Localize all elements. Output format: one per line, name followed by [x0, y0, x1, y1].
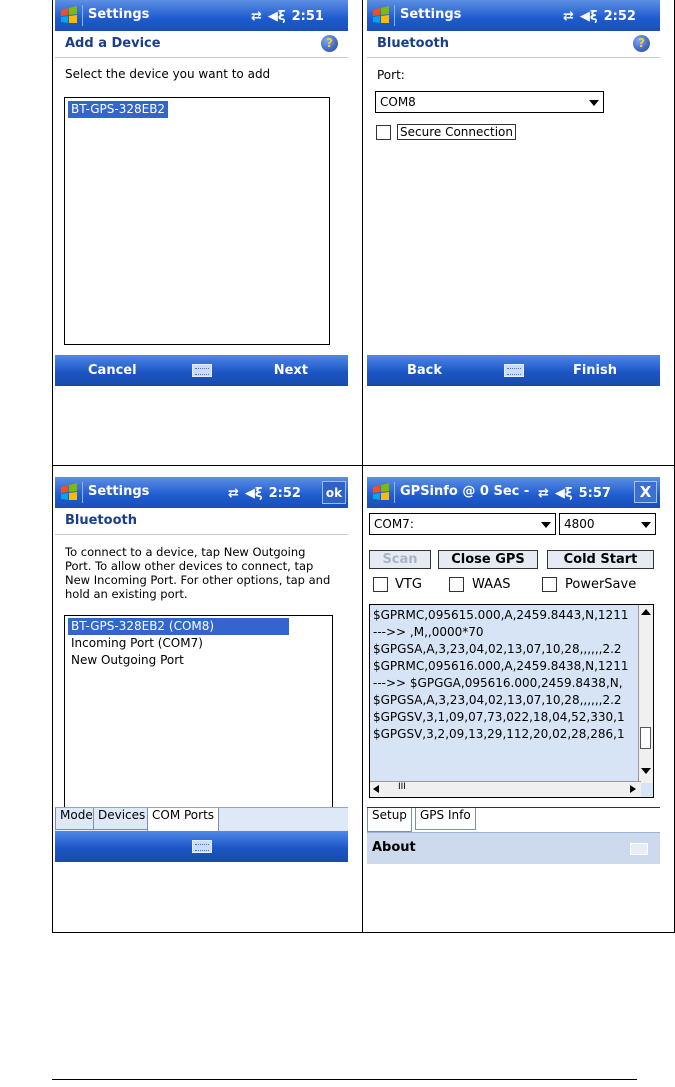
tab-strip	[55, 807, 348, 832]
keyboard-icon[interactable]	[504, 364, 524, 377]
soft-key-bar	[55, 831, 348, 862]
tab-strip	[367, 807, 660, 832]
clock[interactable]: 2:51	[291, 8, 324, 24]
screen-gpsinfo	[367, 477, 660, 864]
scroll-up-icon[interactable]	[641, 609, 651, 615]
soft-key-bar	[367, 355, 660, 386]
tab-gps-info[interactable]: GPS Info	[415, 808, 476, 830]
scroll-down-icon[interactable]	[641, 768, 651, 774]
powersave-checkbox[interactable]	[542, 577, 557, 592]
clock[interactable]: 5:57	[578, 485, 611, 501]
com-port-value: COM7:	[374, 517, 414, 531]
close-icon[interactable]: X	[634, 481, 657, 503]
title-bar	[55, 0, 348, 31]
baud-rate-select[interactable]	[559, 513, 656, 535]
list-item-device[interactable]: BT-GPS-328EB2	[68, 101, 168, 118]
scroll-right-icon[interactable]	[630, 785, 636, 793]
instruction-text: Select the device you want to add	[65, 67, 271, 81]
port-select[interactable]	[375, 91, 604, 113]
port-label: Port:	[377, 68, 405, 82]
back-button[interactable]: Back	[407, 363, 443, 378]
nmea-line: $GPRMC,095616.000,A,2459.8438,N,1211	[373, 659, 629, 673]
status-area[interactable]	[228, 482, 301, 504]
list-item-port[interactable]: BT-GPS-328EB2 (COM8)	[68, 618, 289, 635]
cancel-button[interactable]: Cancel	[88, 363, 137, 378]
title-bar	[367, 477, 660, 508]
com-port-select[interactable]	[369, 513, 556, 535]
description-line: Port. To allow other devices to connect, tap	[65, 559, 314, 573]
about-button[interactable]: About	[372, 840, 416, 855]
grid-middle-divider	[52, 465, 675, 466]
title-text: Settings	[88, 7, 150, 22]
help-icon[interactable]: ?	[321, 35, 338, 52]
keyboard-icon[interactable]	[192, 364, 212, 377]
windows-start-icon[interactable]	[371, 6, 391, 25]
vtg-label: VTG	[395, 577, 422, 592]
status-area[interactable]	[251, 5, 324, 27]
description-text	[65, 545, 330, 601]
connectivity-icon[interactable]: ⇄	[538, 485, 549, 501]
screen-bluetooth-port	[367, 0, 660, 386]
keyboard-icon[interactable]	[630, 843, 648, 855]
screen-add-device	[55, 0, 348, 386]
device-list[interactable]	[64, 97, 330, 345]
nmea-line: $GPGSA,A,3,23,04,02,13,07,10,28,,,,,,2.2	[373, 642, 622, 656]
chevron-down-icon	[589, 100, 599, 106]
keyboard-icon[interactable]	[192, 840, 212, 853]
scroll-left-icon[interactable]	[373, 785, 379, 793]
windows-start-icon[interactable]	[59, 6, 79, 25]
next-button[interactable]: Next	[273, 363, 308, 378]
nmea-line: --->> $GPGGA,095616.000,2459.8438,N,	[373, 676, 623, 690]
list-item-port[interactable]: Incoming Port (COM7)	[71, 636, 203, 650]
secure-connection-checkbox[interactable]	[376, 125, 391, 140]
screen-com-ports	[55, 477, 348, 864]
description-line: New Incoming Port. For other options, tap and	[65, 573, 331, 587]
speaker-icon[interactable]: ◀︎ξ	[244, 485, 263, 501]
tab-com-ports[interactable]: COM Ports	[147, 808, 219, 832]
soft-key-bar	[55, 355, 348, 386]
nmea-line: --->> ,M,,0000*70	[373, 625, 484, 639]
page-title: Bluetooth	[65, 513, 137, 528]
close-gps-button[interactable]: Close GPS	[438, 550, 538, 569]
title-text: Settings	[400, 7, 462, 22]
description-line: To connect to a device, tap New Outgoing	[65, 545, 306, 559]
windows-start-icon[interactable]	[59, 483, 79, 502]
title-separator	[82, 5, 83, 26]
windows-start-icon[interactable]	[371, 483, 391, 502]
menu-bar	[367, 832, 660, 864]
status-area[interactable]	[538, 482, 611, 504]
scroll-thumb-grip[interactable]: III	[398, 782, 406, 792]
vtg-checkbox[interactable]	[373, 577, 388, 592]
screenshot-grid	[52, 0, 675, 933]
connectivity-icon[interactable]: ⇄	[251, 8, 262, 24]
list-item-port[interactable]: New Outgoing Port	[71, 653, 184, 667]
page-title: Bluetooth	[377, 36, 449, 51]
waas-label: WAAS	[472, 577, 511, 592]
waas-checkbox[interactable]	[449, 577, 464, 592]
connectivity-icon[interactable]: ⇄	[228, 485, 239, 501]
page-header	[55, 31, 348, 58]
title-separator	[394, 482, 395, 503]
cold-start-button[interactable]: Cold Start	[547, 550, 654, 569]
vertical-scrollbar[interactable]	[638, 605, 653, 783]
scan-button[interactable]: Scan	[369, 550, 431, 569]
speaker-icon[interactable]: ◀︎ξ	[554, 485, 573, 501]
grid-left-border	[52, 0, 53, 933]
nmea-line: $GPGSA,A,3,23,04,02,13,07,10,28,,,,,,2.2	[373, 693, 622, 707]
title-text: Settings	[88, 484, 150, 499]
nmea-line: $GPGSV,3,2,09,13,29,112,20,02,28,286,1	[373, 727, 625, 741]
grid-center-divider	[362, 0, 363, 933]
tab-mode[interactable]: Mode	[55, 808, 98, 830]
grid-bottom-border	[52, 932, 675, 933]
com-port-list[interactable]	[64, 615, 333, 824]
help-icon[interactable]: ?	[633, 35, 650, 52]
port-select-value: COM8	[380, 95, 416, 109]
title-bar	[55, 477, 348, 508]
chevron-down-icon	[641, 522, 651, 528]
status-area[interactable]	[563, 5, 636, 27]
title-text: GPSinfo @ 0 Sec -	[400, 484, 530, 499]
page-header	[367, 31, 660, 58]
horizontal-scrollbar[interactable]	[370, 781, 641, 797]
nmea-output[interactable]	[369, 604, 654, 798]
title-separator	[394, 5, 395, 26]
footer-rule	[52, 1079, 637, 1080]
nmea-line: $GPRMC,095615.000,A,2459.8443,N,1211	[373, 608, 629, 622]
speaker-icon[interactable]: ◀︎ξ	[579, 8, 598, 24]
page-header	[55, 508, 348, 535]
clock[interactable]: 2:52	[603, 8, 636, 24]
nmea-line: $GPGSV,3,1,09,07,73,022,18,04,52,330,1	[373, 710, 625, 724]
page-title: Add a Device	[65, 36, 161, 51]
finish-button[interactable]: Finish	[572, 363, 617, 378]
title-separator	[82, 482, 83, 503]
speaker-icon[interactable]: ◀︎ξ	[267, 8, 286, 24]
tab-devices[interactable]: Devices	[93, 808, 150, 830]
scroll-thumb[interactable]	[640, 727, 651, 749]
description-line: hold an existing port.	[65, 587, 188, 601]
baud-rate-value: 4800	[564, 517, 595, 531]
tab-setup[interactable]: Setup	[367, 808, 412, 832]
connectivity-icon[interactable]: ⇄	[563, 8, 574, 24]
chevron-down-icon	[541, 522, 551, 528]
clock[interactable]: 2:52	[268, 485, 301, 501]
ok-button[interactable]: ok	[322, 481, 346, 504]
secure-connection-label[interactable]: Secure Connection	[397, 124, 516, 140]
powersave-label: PowerSave	[565, 577, 637, 592]
title-bar	[367, 0, 660, 31]
